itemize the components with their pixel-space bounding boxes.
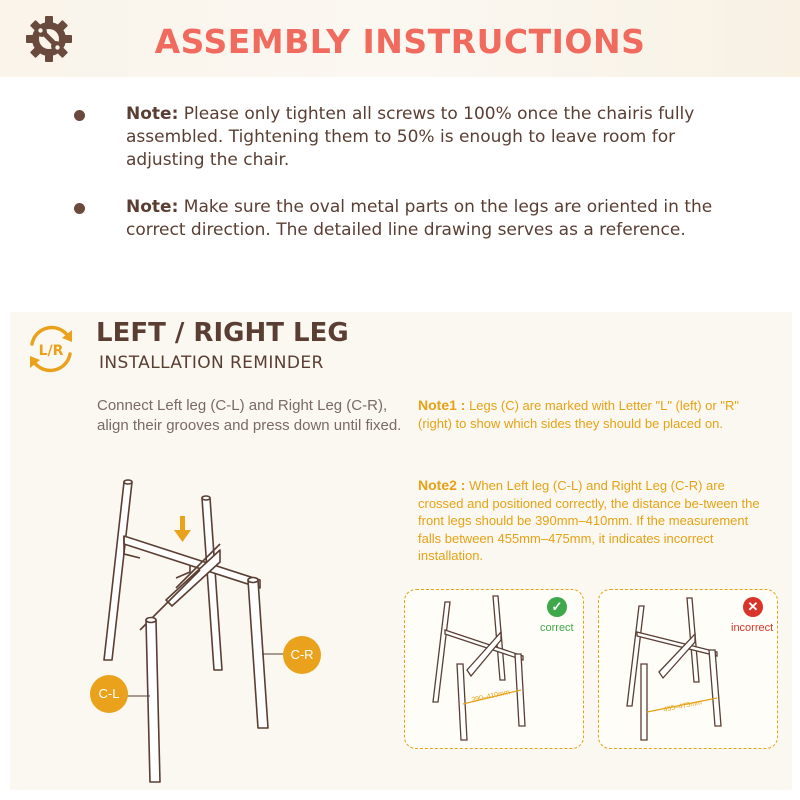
note-text: Please only tighten all screws to 100% once the chairis fully assembled. Tightening them to 50% is enough to leave room for adjusting the chair. [126,104,695,170]
note1 [418,397,768,432]
badge-right-leg: C-R [283,636,321,674]
correct-label: correct [540,622,574,634]
badge-left-leg: C-L [90,675,128,713]
left-right-cycle-icon [22,320,80,378]
note-oval-parts [126,196,726,242]
check-icon: ✓ [547,597,567,617]
incorrect-label: incorrect [731,622,774,634]
incorrect-example [598,589,778,749]
note-text: Make sure the oval metal parts on the legs are oriented in the correct direction. The detailed line drawing serves as a reference. [126,197,713,240]
note-label: Note: [126,197,179,217]
cross-icon: ✕ [743,597,763,617]
section-subtitle: INSTALLATION REMINDER [99,353,324,373]
incorrect-measure: 455–475mm [662,699,703,714]
note-label: Note: [126,104,179,124]
note2 [418,477,768,565]
connect-instructions: Connect Left leg (C-L) and Right Leg (C-R), align their grooves and press down until fixed. [97,397,402,434]
note-bullet [74,203,85,214]
leg-assembly-drawing [80,470,340,790]
note2-text: When Left leg (C-L) and Right Leg (C-R) are crossed and positioned correctly, the distance be-tween the front legs should be 390mm–410mm. If the measurement falls between 455mm–475mm, it indicates incorrect installation. [418,478,760,563]
note-tighten-screws [126,103,726,172]
note1-text: Legs (C) are marked with Letter "L" (left) or "R" (right) to show which sides they should be placed on. [418,398,739,431]
page-title: ASSEMBLY INSTRUCTIONS [154,22,646,61]
section-title: LEFT / RIGHT LEG [96,318,349,348]
note-bullet [74,110,85,121]
correct-measure: 390–410mm [470,689,511,705]
lr-icon-label: L/R [38,343,64,359]
note2-label: Note2 : [418,477,466,493]
correct-example [404,589,584,749]
note1-label: Note1 : [418,397,466,413]
